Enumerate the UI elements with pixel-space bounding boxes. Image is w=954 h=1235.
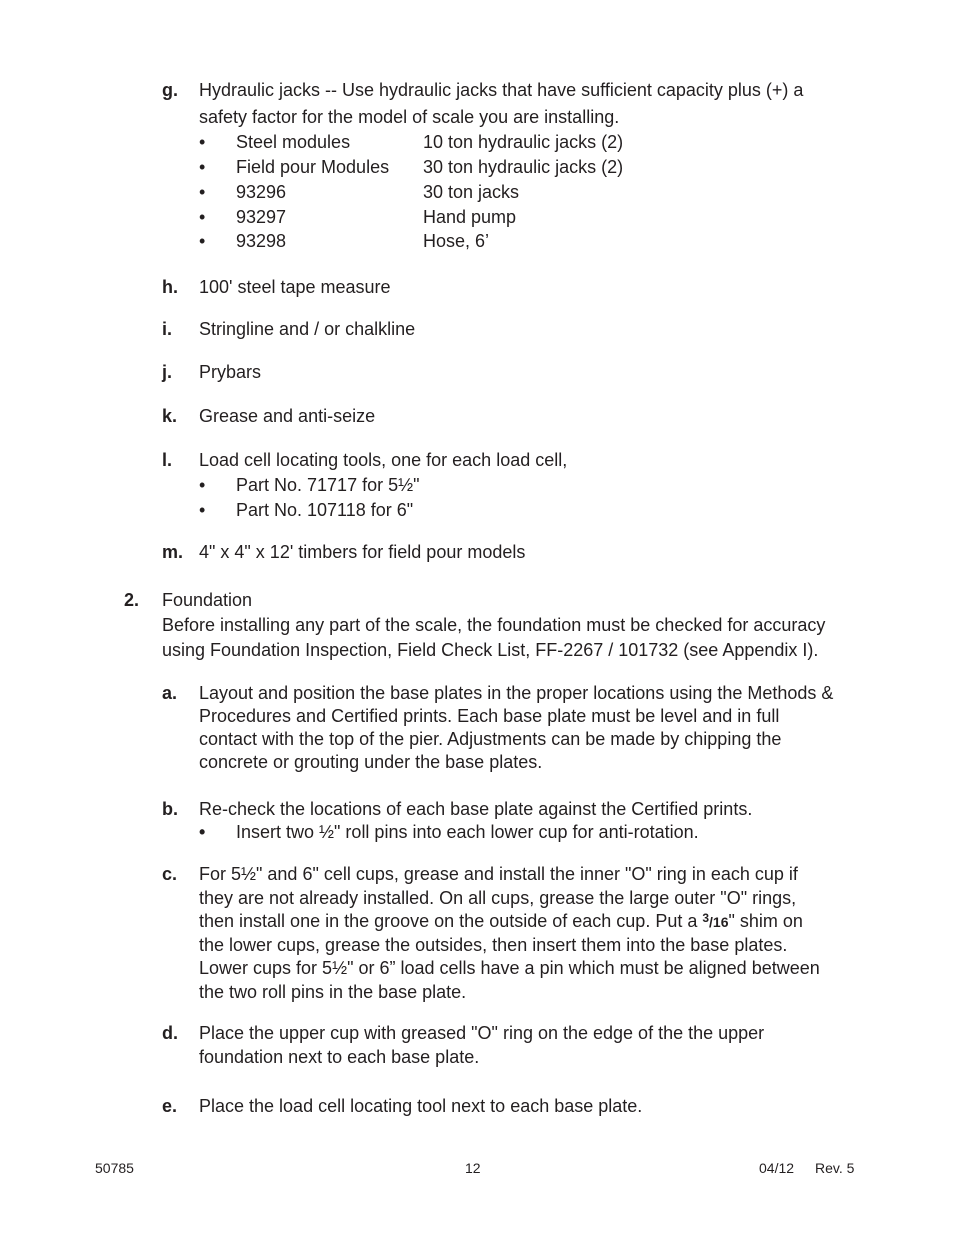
- step-label-d: d.: [162, 1023, 178, 1043]
- step-c-line: they are not already installed. On all cups, grease the large outer "O" rings,: [199, 888, 797, 908]
- item-l-bullet: Part No. 107118 for 6": [236, 500, 414, 520]
- bullet-name: Field pour Modules: [236, 157, 390, 177]
- item-l-text: Load cell locating tools, one for each load cell,: [199, 450, 568, 470]
- bullet-value: 30 ton hydraulic jacks (2): [423, 157, 624, 177]
- item-g-text-line2: safety factor for the model of scale you are installing.: [199, 107, 620, 127]
- step-c-line-text: then install one in the groove on the outside of each cup. Put a: [199, 911, 703, 931]
- step-c-line: the two roll pins in the base plate.: [199, 982, 467, 1002]
- step-label-c: c.: [162, 864, 178, 884]
- step-a-line: concrete or grouting under the base plates.: [199, 752, 543, 772]
- step-d-line: foundation next to each base plate.: [199, 1047, 480, 1067]
- step-c-line: the lower cups, grease the outsides, then insert them into the base plates.: [199, 935, 788, 955]
- bullet-icon: •: [199, 231, 206, 251]
- bullet-icon: •: [199, 157, 206, 177]
- bullet-icon: •: [199, 822, 206, 842]
- footer-revision: Rev. 5: [815, 1160, 855, 1176]
- step-c-line-after-fraction: " shim on: [728, 911, 803, 931]
- item-label-l: l.: [162, 450, 173, 470]
- bullet-value: 10 ton hydraulic jacks (2): [423, 132, 624, 152]
- item-g-text-line1: Hydraulic jacks -- Use hydraulic jacks that have sufficient capacity plus (+) a: [199, 80, 804, 100]
- item-label-m: m.: [162, 542, 184, 562]
- bullet-icon: •: [199, 475, 206, 495]
- item-l-bullet: Part No. 71717 for 5½": [236, 475, 420, 495]
- bullet-value: Hand pump: [423, 207, 517, 227]
- item-i-text: Stringline and / or chalkline: [199, 319, 416, 339]
- bullet-icon: •: [199, 207, 206, 227]
- step-b-text: Re-check the locations of each base plate against the Certified prints.: [199, 799, 753, 819]
- item-label-i: i.: [162, 319, 173, 339]
- step-c-line: Lower cups for 5½" or 6” load cells have a pin which must be aligned between: [199, 958, 820, 978]
- step-label-b: b.: [162, 799, 178, 819]
- item-h-text: 100' steel tape measure: [199, 277, 391, 297]
- bullet-value: Hose, 6’: [423, 231, 490, 251]
- step-a-line: Layout and position the base plates in the proper locations using the Methods &: [199, 683, 834, 703]
- step-d-line: Place the upper cup with greased "O" ring on the edge of the the upper: [199, 1023, 765, 1043]
- item-label-j: j.: [162, 362, 173, 382]
- step-c-line: For 5½" and 6" cell cups, grease and install the inner "O" ring in each cup if: [199, 864, 798, 884]
- bullet-name: 93297: [236, 207, 287, 227]
- item-label-g: g.: [162, 80, 178, 100]
- item-j-text: Prybars: [199, 362, 262, 382]
- section-intro-line: Before installing any part of the scale, the foundation must be checked for accuracy: [162, 615, 826, 635]
- step-label-a: a.: [162, 683, 178, 703]
- footer-page-number: 12: [465, 1160, 481, 1176]
- bullet-icon: •: [199, 500, 206, 520]
- item-k-text: Grease and anti-seize: [199, 406, 376, 426]
- step-c-line-with-fraction: [199, 911, 803, 932]
- fraction-numerator: 3: [702, 911, 710, 925]
- fraction-denominator: /16: [709, 914, 729, 930]
- step-b-bullet: Insert two ½" roll pins into each lower cup for anti-rotation.: [236, 822, 699, 842]
- step-a-line: contact with the top of the pier. Adjustments can be made by chipping the: [199, 729, 782, 749]
- step-label-e: e.: [162, 1096, 178, 1116]
- footer-doc-number: 50785: [95, 1160, 134, 1176]
- item-label-h: h.: [162, 277, 178, 297]
- bullet-value: 30 ton jacks: [423, 182, 520, 202]
- footer-date: 04/12: [759, 1160, 795, 1176]
- step-e-text: Place the load cell locating tool next to each base plate.: [199, 1096, 643, 1116]
- bullet-name: Steel modules: [236, 132, 351, 152]
- section-intro-line: using Foundation Inspection, Field Check List, FF-2267 / 101732 (see Appendix I).: [162, 640, 819, 660]
- bullet-icon: •: [199, 182, 206, 202]
- bullet-name: 93296: [236, 182, 287, 202]
- bullet-icon: •: [199, 132, 206, 152]
- bullet-name: 93298: [236, 231, 287, 251]
- item-label-k: k.: [162, 406, 178, 426]
- step-a-line: Procedures and Certified prints. Each base plate must be level and in full: [199, 706, 780, 726]
- item-m-text: 4" x 4" x 12' timbers for field pour models: [199, 542, 526, 562]
- section-number: 2.: [124, 590, 140, 610]
- fraction: [702, 911, 729, 930]
- section-title: Foundation: [162, 590, 253, 610]
